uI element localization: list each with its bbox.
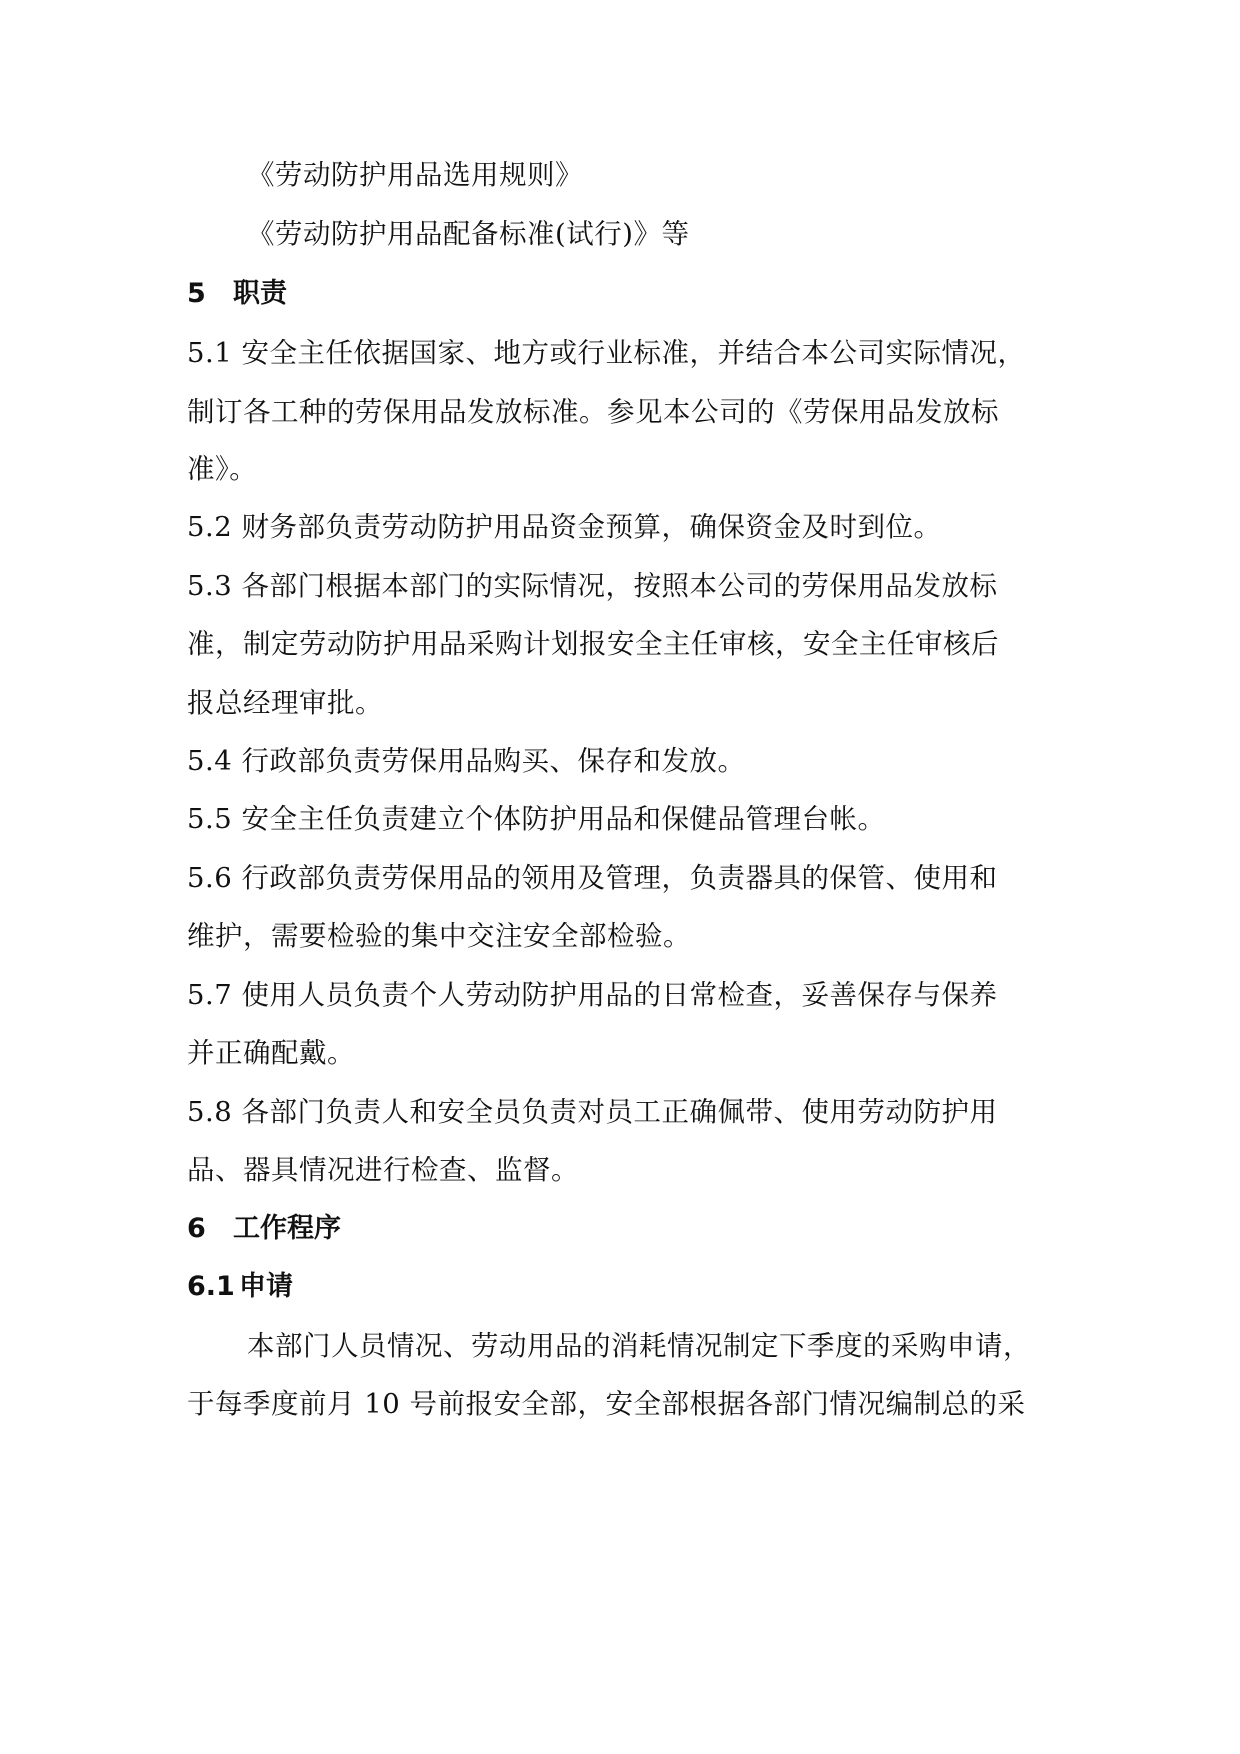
body-line: 5.7 使用人员负责个人劳动防护用品的日常检查，妥善保存与保养: [187, 979, 998, 1011]
body-line: 本部门人员情况、劳动用品的消耗情况制定下季度的采购申请，: [247, 1330, 1031, 1362]
body-line: 5.4 行政部负责劳保用品购买、保存和发放。: [187, 745, 746, 777]
reference-line: 《劳动防护用品配备标准(试行)》等: [247, 218, 690, 250]
body-line: 品、器具情况进行检查、监督。: [187, 1154, 579, 1186]
body-line: 准，制定劳动防护用品采购计划报安全主任审核，安全主任审核后: [187, 628, 999, 660]
subsection-number: 6.1: [187, 1271, 235, 1302]
body-line: 制订各工种的劳保用品发放标准。参见本公司的《劳保用品发放标: [187, 396, 999, 428]
body-line: 5.2 财务部负责劳动防护用品资金预算，确保资金及时到位。: [187, 511, 942, 543]
body-line: 5.3 各部门根据本部门的实际情况，按照本公司的劳保用品发放标: [187, 570, 998, 602]
reference-line: 《劳动防护用品选用规则》: [247, 159, 583, 191]
body-line: 并正确配戴。: [187, 1037, 355, 1069]
section-heading-5: [187, 274, 287, 314]
body-line: 准》。: [187, 453, 258, 485]
section-number: 5: [187, 278, 206, 309]
section-title: 职责: [233, 278, 287, 309]
body-line: 5.1 安全主任依据国家、地方或行业标准，并结合本公司实际情况，: [187, 337, 1026, 369]
body-line: 维护，需要检验的集中交注安全部检验。: [187, 920, 691, 952]
body-line: 报总经理审批。: [187, 687, 383, 719]
subsection-title: 申请: [239, 1271, 293, 1302]
section-heading-6: [187, 1209, 341, 1249]
section-title: 工作程序: [233, 1213, 341, 1244]
section-number: 6: [187, 1213, 206, 1244]
body-line: 5.5 安全主任负责建立个体防护用品和保健品管理台帐。: [187, 803, 886, 835]
subsection-heading-6-1: [187, 1267, 293, 1307]
body-line: 5.8 各部门负责人和安全员负责对员工正确佩带、使用劳动防护用: [187, 1096, 998, 1128]
body-line: 5.6 行政部负责劳保用品的领用及管理，负责器具的保管、使用和: [187, 862, 998, 894]
body-line: 于每季度前月 10 号前报安全部，安全部根据各部门情况编制总的采: [187, 1388, 1026, 1420]
